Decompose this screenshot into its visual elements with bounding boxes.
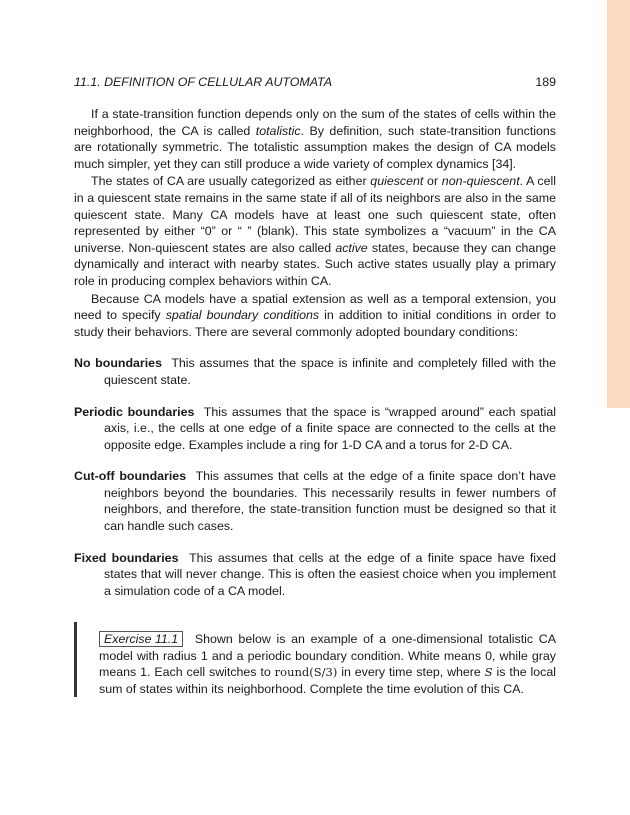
math-s: S <box>484 665 493 680</box>
definition-cutoff-boundaries <box>74 468 556 534</box>
definition-text: This assumes that the space is “wrapped around” each spatial axis, i.e., the cells at one edge of a finite space are connected to the cells at the opposite edge. Examples include a ring for 1-D CA and a torus for 2-D CA. <box>104 404 556 452</box>
text-span: The states of CA are usually categorized as either <box>91 174 371 189</box>
emphasis-non-quiescent: non-quiescent <box>441 174 520 189</box>
text-span: in every time step, where <box>337 665 485 680</box>
chapter-side-tab <box>607 0 630 408</box>
math-round-s3: round(S/3) <box>274 665 338 680</box>
emphasis-spatial-boundary: spatial boundary conditions <box>165 308 320 323</box>
text-span: If a state-transition function depends only on the sum of the states of cells within the neighborhood, the CA is called <box>74 107 556 138</box>
text-span: is the local sum of states within its neighborhood. Complete the time evolution of this CA. <box>99 665 557 696</box>
text-span: states, because they can change dynamically and interact with nearby states. Such active states usually play a primary role in producing complex behaviors within CA. <box>74 240 556 288</box>
definition-term: Fixed boundaries <box>74 550 179 565</box>
text-span: Shown below is an example of a one-dimensional totalistic CA model with radius 1 and a periodic boundary condition. White means 0, while gray means 1. Each cell switches to <box>99 632 556 680</box>
text-span: . A cell in a quiescent state remains in the same state if all of its neighbors are also in the same quiescent state. Many CA models have at least one such quiescent state, often represented by either “0” or “ ” (blank). This state symbolizes a “vacuum” in the CA universe. Non-quiescent states are also called <box>74 174 556 255</box>
page-content <box>74 74 556 614</box>
text-span: Because CA models have a spatial extension as well as a temporal extension, you need to specify <box>74 291 556 323</box>
definition-term: No boundaries <box>74 356 162 371</box>
definition-periodic-boundaries <box>74 404 556 454</box>
running-header <box>74 74 556 90</box>
definition-term: Cut-off boundaries <box>74 469 187 484</box>
paragraph-totalistic <box>74 106 556 172</box>
page-number: 189 <box>535 75 556 89</box>
exercise-label: Exercise 11.1 <box>99 631 183 647</box>
exercise-text <box>99 622 556 697</box>
paragraph-boundary-intro <box>74 291 556 341</box>
emphasis-active: active <box>335 240 368 255</box>
text-span: . By definition, such state-transition functions are rotationally symmetric. The totalistic assumption makes the design of CA models much simpler, yet they can still produce a wide variety of complex dynamics [34]. <box>74 123 556 171</box>
running-header-title: 11.1. DEFINITION OF CELLULAR AUTOMATA <box>74 75 332 89</box>
text-span: or <box>423 174 442 189</box>
text-span: in addition to initial conditions in order to study their behaviors. There are several commonly adopted boundary conditions: <box>74 308 556 339</box>
definition-text: This assumes that cells at the edge of a finite space don’t have neighbors beyond the boundaries. This necessarily results in fewer numbers of neighbors, and therefore, the state-transition function must be designed so that it can handle such cases. <box>104 469 556 534</box>
definition-term: Periodic boundaries <box>74 404 195 419</box>
emphasis-quiescent: quiescent <box>370 174 424 189</box>
definition-no-boundaries <box>74 355 556 388</box>
boundary-definitions <box>74 355 556 599</box>
paragraph-quiescent <box>74 173 556 289</box>
exercise-box <box>74 622 556 697</box>
emphasis-totalistic: totalistic <box>255 123 301 138</box>
definition-text: This assumes that the space is infinite and completely filled with the quiescent state. <box>104 356 556 387</box>
definition-text: This assumes that cells at the edge of a finite space have fixed states that will never change. This is often the easiest choice when you implement a simulation code of a CA model. <box>104 550 556 598</box>
definition-fixed-boundaries <box>74 550 556 600</box>
